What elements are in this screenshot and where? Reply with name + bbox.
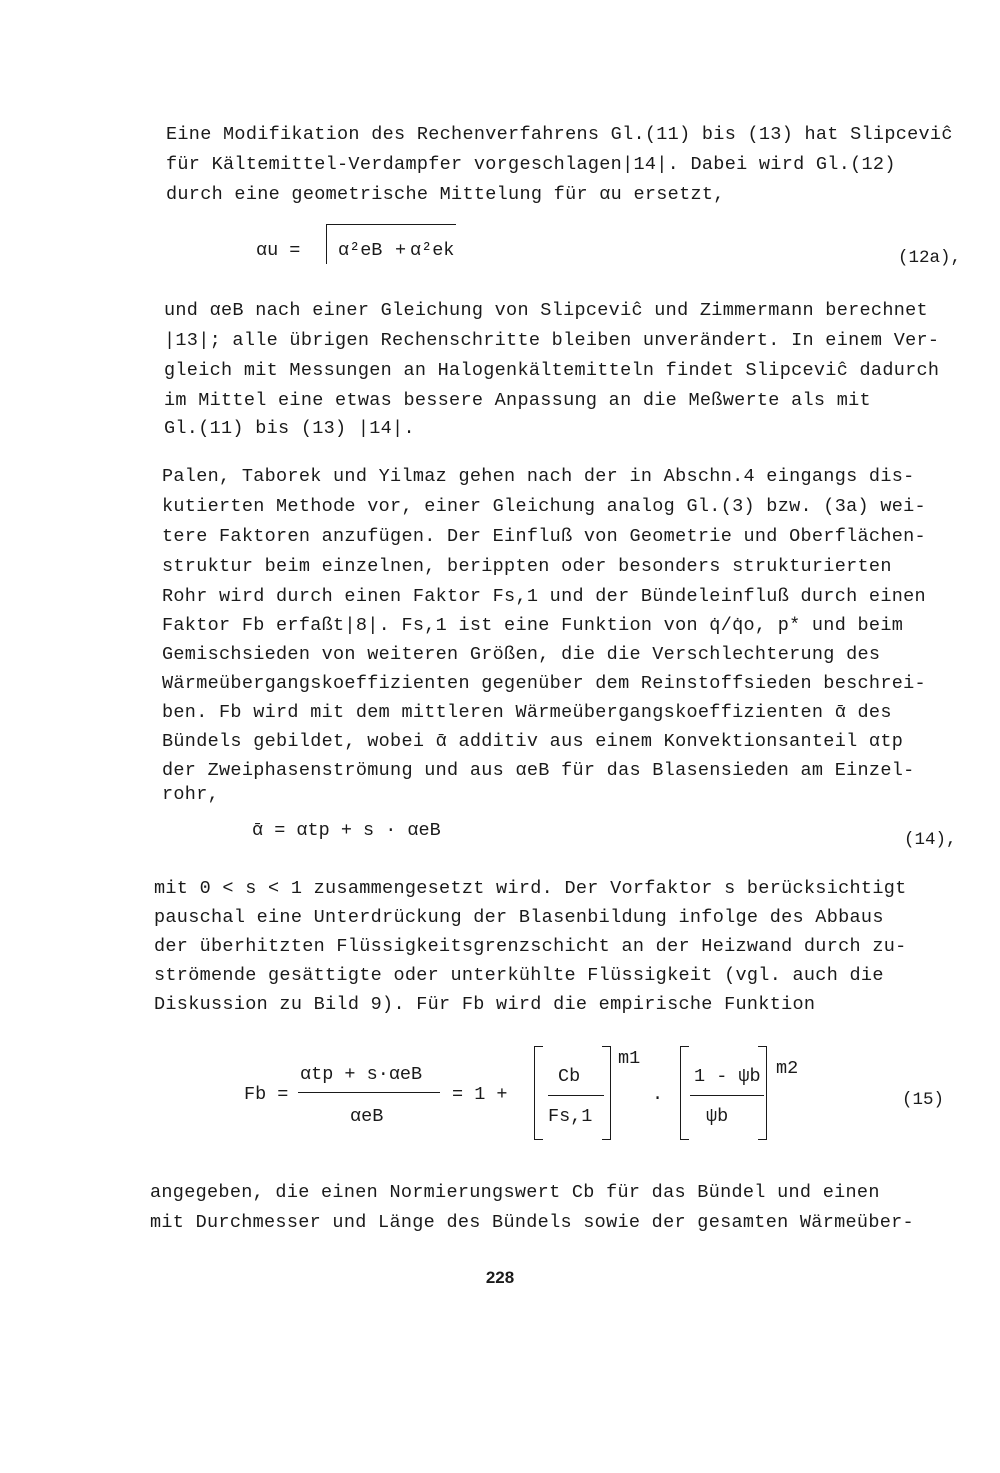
eq15-frac1-den: Fs,1 — [548, 1106, 593, 1127]
fraction-bar — [548, 1095, 604, 1096]
text-line: Eine Modifikation des Rechenverfahrens Gl.(11) bis (13) hat Slipceviĉ — [166, 124, 953, 145]
equation-number: (14), — [904, 830, 957, 850]
eq15-exp1: m1 — [618, 1048, 641, 1069]
text-line: kutierten Methode vor, einer Gleichung analog Gl.(3) bzw. (3a) wei- — [162, 496, 926, 517]
text-line: für Kältemittel-Verdampfer vorgeschlagen|14|. Dabei wird Gl.(12) — [166, 154, 896, 175]
text-line: mit Durchmesser und Länge des Bündels sowie der gesamten Wärmeüber- — [150, 1212, 914, 1233]
right-bracket — [602, 1046, 611, 1140]
eq15-frac2-num: 1 - ψb — [694, 1066, 761, 1087]
eq12a-term1: α²eB — [338, 240, 383, 261]
right-bracket — [758, 1046, 767, 1140]
sqrt-bar — [326, 224, 456, 225]
text-line: struktur beim einzelnen, berippten oder besonders strukturierten — [162, 556, 892, 577]
eq15-frac1-num: Cb — [558, 1066, 581, 1087]
left-bracket — [534, 1046, 543, 1140]
text-line: im Mittel eine etwas bessere Anpassung an die Meßwerte als mit — [164, 390, 871, 411]
text-line: Diskussion zu Bild 9). Für Fb wird die empirische Funktion — [154, 994, 816, 1015]
eq12a-term2: α²ek — [410, 240, 455, 261]
fraction-bar — [298, 1092, 440, 1093]
eq12a-plus: + — [395, 240, 407, 261]
eq15-numerator: αtp + s·αeB — [300, 1064, 423, 1085]
text-line: rohr, — [162, 784, 220, 805]
text-line: ben. Fb wird mit dem mittleren Wärmeübergangskoeffizienten ᾱ des — [162, 702, 892, 723]
text-line: Wärmeübergangskoeffizienten gegenüber dem Reinstoffsieden beschrei- — [162, 673, 926, 694]
equation-number: (12a), — [898, 248, 962, 268]
eq14-body: ᾱ = αtp + s · αeB — [252, 820, 441, 841]
text-line: der Zweiphasenströmung und aus αeB für das Blasensieden am Einzel- — [162, 760, 915, 781]
eq12a-lhs: αu = — [256, 240, 301, 261]
eq15-exp2: m2 — [776, 1058, 799, 1079]
text-line: tere Faktoren anzufügen. Der Einfluß von Geometrie und Oberflächen- — [162, 526, 926, 547]
page-number: 228 — [485, 1268, 515, 1287]
text-line: Palen, Taborek und Yilmaz gehen nach der in Abschn.4 eingangs dis- — [162, 466, 915, 487]
eq15-one-plus: = 1 + — [452, 1084, 508, 1105]
equation-number: (15) — [902, 1090, 945, 1110]
eq15-lhs: Fb = — [244, 1084, 289, 1105]
text-line: |13|; alle übrigen Rechenschritte bleiben unverändert. In einem Ver- — [164, 330, 940, 351]
eq15-dot: · — [652, 1088, 664, 1109]
text-line: Gl.(11) bis (13) |14|. — [164, 418, 415, 439]
sqrt-sign — [326, 224, 327, 264]
left-bracket — [680, 1046, 689, 1140]
text-line: und αeB nach einer Gleichung von Slipceviĉ und Zimmermann berechnet — [164, 300, 928, 321]
fraction-bar — [690, 1095, 764, 1096]
text-line: angegeben, die einen Normierungswert Cb für das Bündel und einen — [150, 1182, 880, 1203]
text-line: Gemischsieden von weiteren Größen, die die Verschlechterung des — [162, 644, 881, 665]
text-line: Bündels gebildet, wobei ᾱ additiv aus einem Konvektionsanteil αtp — [162, 731, 904, 752]
text-line: mit 0 < s < 1 zusammengesetzt wird. Der Vorfaktor s berücksichtigt — [154, 878, 907, 899]
eq15-frac2-den: ψb — [706, 1106, 729, 1127]
text-line: Rohr wird durch einen Faktor Fs,1 und der Bündeleinfluß durch einen — [162, 586, 926, 607]
text-line: der überhitzten Flüssigkeitsgrenzschicht an der Heizwand durch zu- — [154, 936, 907, 957]
text-line: gleich mit Messungen an Halogenkältemitteln findet Slipceviĉ dadurch — [164, 360, 940, 381]
eq15-denominator: αeB — [350, 1106, 384, 1127]
text-line: strömende gesättigte oder unterkühlte Flüssigkeit (vgl. auch die — [154, 965, 884, 986]
text-line: durch eine geometrische Mittelung für αu ersetzt, — [166, 184, 725, 205]
text-line: pauschal eine Unterdrückung der Blasenbildung infolge des Abbaus — [154, 907, 884, 928]
text-line: Faktor Fb erfaßt|8|. Fs,1 ist eine Funktion von q̇/q̇o, p* und beim — [162, 615, 904, 636]
